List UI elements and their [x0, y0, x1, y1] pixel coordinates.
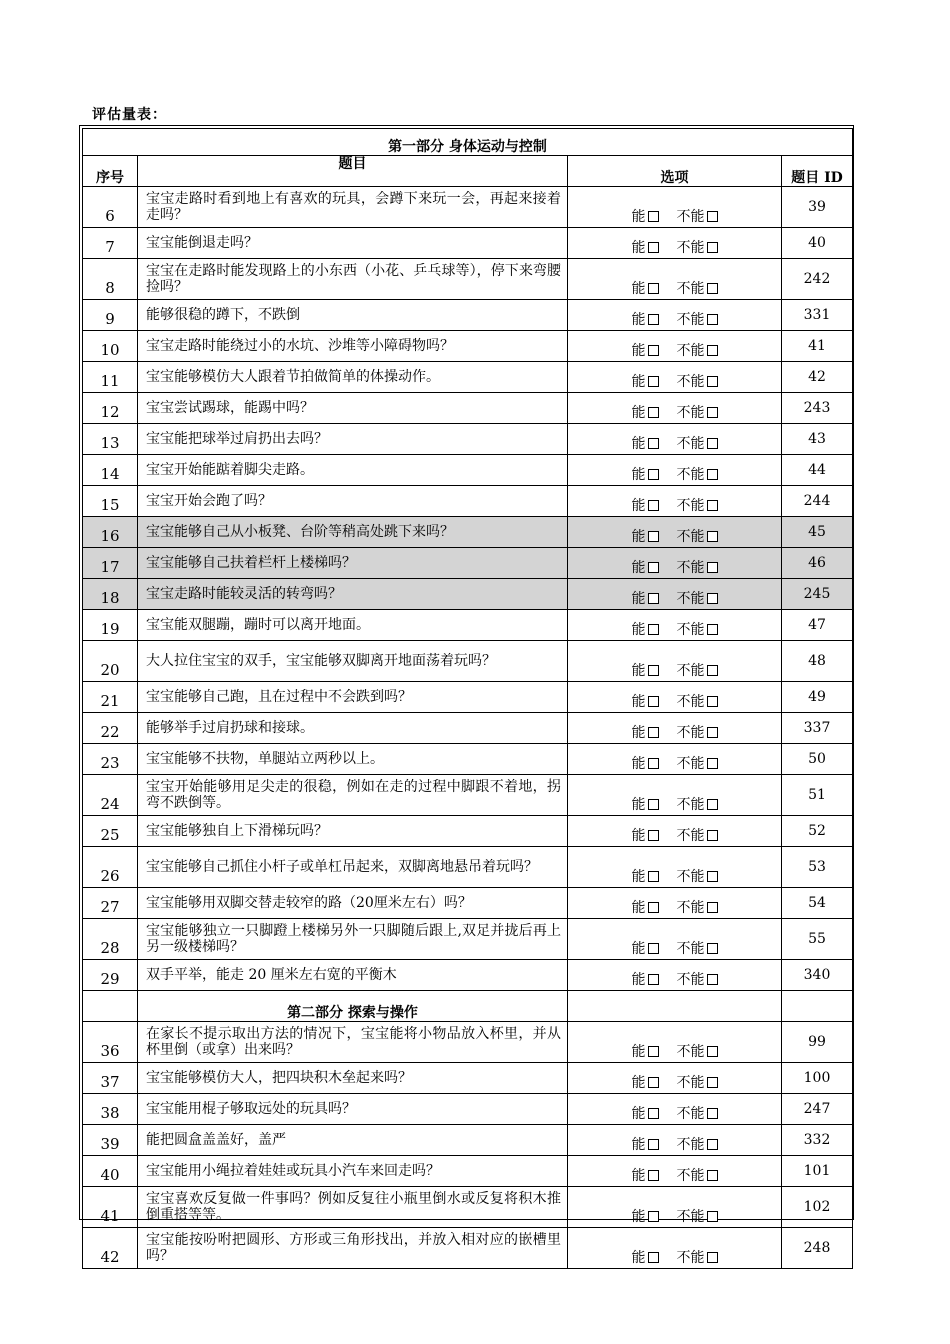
option-yes-checkbox[interactable]	[648, 211, 659, 222]
row-number: 28	[83, 919, 138, 960]
option-yes-checkbox[interactable]	[648, 407, 659, 418]
question-text: 宝宝能够自己跑，且在过程中不会跌到吗？	[138, 682, 568, 713]
option-yes-checkbox[interactable]	[648, 562, 659, 573]
page-heading: 评估量表：	[92, 107, 167, 123]
question-text: 在家长不提示取出方法的情况下，宝宝能将小物品放入杯里，并从杯里倒（或拿）出来吗？	[138, 1022, 568, 1063]
question-text: 宝宝走路时能绕过小的水坑、沙堆等小障碍物吗？	[138, 331, 568, 362]
option-no-label: 不能	[676, 1209, 705, 1225]
option-yes-checkbox[interactable]	[648, 438, 659, 449]
row-number: 6	[83, 187, 138, 228]
option-no-label: 不能	[676, 725, 705, 741]
option-no-checkbox[interactable]	[707, 1108, 718, 1119]
option-no-label: 不能	[676, 1106, 705, 1122]
question-text: 宝宝走路时能较灵活的转弯吗？	[138, 579, 568, 610]
option-yes-checkbox[interactable]	[648, 696, 659, 707]
question-text: 宝宝能够不扶物，单腿站立两秒以上。	[138, 744, 568, 775]
row-number: 42	[83, 1228, 138, 1269]
question-id: 243	[782, 393, 853, 424]
question-id: 42	[782, 362, 853, 393]
option-yes-checkbox[interactable]	[648, 665, 659, 676]
option-no-checkbox[interactable]	[707, 1139, 718, 1150]
option-yes-label: 能	[631, 663, 646, 679]
question-text: 宝宝喜欢反复做一件事吗？例如反复往小瓶里倒水或反复将积木推倒重搭等等。	[138, 1187, 568, 1228]
option-no-checkbox[interactable]	[707, 500, 718, 511]
row-number: 8	[83, 259, 138, 300]
row-number: 19	[83, 610, 138, 641]
option-cell	[568, 610, 782, 641]
question-id: 248	[782, 1228, 853, 1269]
question-text: 宝宝能够独自上下滑梯玩吗？	[138, 816, 568, 847]
option-no-label: 不能	[676, 560, 705, 576]
option-yes-checkbox[interactable]	[648, 376, 659, 387]
table-row	[83, 744, 853, 775]
table-row	[83, 393, 853, 424]
option-no-label: 不能	[676, 756, 705, 772]
option-no-checkbox[interactable]	[707, 438, 718, 449]
row-number: 13	[83, 424, 138, 455]
option-cell	[568, 744, 782, 775]
option-cell	[568, 187, 782, 228]
part2-title-blank	[83, 991, 138, 1022]
option-no-label: 不能	[676, 941, 705, 957]
row-number: 41	[83, 1187, 138, 1228]
question-text: 宝宝开始能踮着脚尖走路。	[138, 455, 568, 486]
option-cell	[568, 1022, 782, 1063]
table-row	[83, 187, 853, 228]
option-no-label: 不能	[676, 1250, 705, 1266]
option-cell	[568, 1228, 782, 1269]
question-text: 宝宝能按吩咐把圆形、方形或三角形找出，并放入相对应的嵌槽里吗？	[138, 1228, 568, 1269]
option-no-checkbox[interactable]	[707, 1252, 718, 1263]
table-row	[83, 517, 853, 548]
option-yes-checkbox[interactable]	[648, 469, 659, 480]
question-text: 宝宝能把球举过肩扔出去吗？	[138, 424, 568, 455]
option-no-label: 不能	[676, 209, 705, 225]
option-no-checkbox[interactable]	[707, 1170, 718, 1181]
option-cell	[568, 960, 782, 991]
question-id: 53	[782, 847, 853, 888]
option-no-label: 不能	[676, 797, 705, 813]
option-yes-label: 能	[631, 756, 646, 772]
option-cell	[568, 362, 782, 393]
table-row	[83, 610, 853, 641]
question-id: 40	[782, 228, 853, 259]
option-yes-label: 能	[631, 725, 646, 741]
table-row	[83, 259, 853, 300]
table-row	[83, 847, 853, 888]
question-id: 99	[782, 1022, 853, 1063]
row-number: 18	[83, 579, 138, 610]
question-text: 宝宝尝试踢球，能踢中吗？	[138, 393, 568, 424]
option-yes-checkbox[interactable]	[648, 1170, 659, 1181]
option-yes-label: 能	[631, 1106, 646, 1122]
table-row	[83, 486, 853, 517]
option-cell	[568, 1063, 782, 1094]
option-no-checkbox[interactable]	[707, 758, 718, 769]
question-id: 41	[782, 331, 853, 362]
option-no-checkbox[interactable]	[707, 974, 718, 985]
option-yes-checkbox[interactable]	[648, 758, 659, 769]
table-row	[83, 1228, 853, 1269]
question-id: 101	[782, 1156, 853, 1187]
option-cell	[568, 579, 782, 610]
col-header-question: 题目	[138, 156, 568, 187]
option-cell	[568, 1187, 782, 1228]
table-row	[83, 919, 853, 960]
option-yes-label: 能	[631, 622, 646, 638]
row-number: 15	[83, 486, 138, 517]
table-row	[83, 228, 853, 259]
row-number: 10	[83, 331, 138, 362]
option-no-checkbox[interactable]	[707, 376, 718, 387]
table-row	[83, 641, 853, 682]
option-yes-checkbox[interactable]	[648, 902, 659, 913]
option-yes-label: 能	[631, 694, 646, 710]
option-cell	[568, 228, 782, 259]
option-cell	[568, 919, 782, 960]
row-number: 36	[83, 1022, 138, 1063]
question-id: 247	[782, 1094, 853, 1125]
col-header-id: 题目 ID	[782, 156, 853, 187]
row-number: 12	[83, 393, 138, 424]
table-row	[83, 816, 853, 847]
option-no-checkbox[interactable]	[707, 242, 718, 253]
option-no-checkbox[interactable]	[707, 727, 718, 738]
option-no-label: 不能	[676, 828, 705, 844]
option-yes-label: 能	[631, 529, 646, 545]
option-cell	[568, 713, 782, 744]
table-row	[83, 300, 853, 331]
option-yes-label: 能	[631, 240, 646, 256]
option-no-checkbox[interactable]	[707, 469, 718, 480]
question-id: 46	[782, 548, 853, 579]
row-number: 17	[83, 548, 138, 579]
row-number: 16	[83, 517, 138, 548]
question-text: 宝宝能够自己抓住小杆子或单杠吊起来，双脚离地悬吊着玩吗？	[138, 847, 568, 888]
question-text: 双手平举，能走 20 厘米左右宽的平衡木	[138, 960, 568, 991]
question-id: 39	[782, 187, 853, 228]
option-no-checkbox[interactable]	[707, 943, 718, 954]
table-row	[83, 1125, 853, 1156]
option-yes-label: 能	[631, 941, 646, 957]
option-cell	[568, 775, 782, 816]
option-yes-checkbox[interactable]	[648, 1252, 659, 1263]
option-no-checkbox[interactable]	[707, 562, 718, 573]
part1-title-row	[83, 129, 853, 156]
question-id: 337	[782, 713, 853, 744]
table-row	[83, 1094, 853, 1125]
question-text: 宝宝能倒退走吗？	[138, 228, 568, 259]
question-id: 48	[782, 641, 853, 682]
option-yes-label: 能	[631, 405, 646, 421]
table-row	[83, 682, 853, 713]
question-id: 52	[782, 816, 853, 847]
part2-title: 第二部分 探索与操作	[138, 991, 568, 1022]
option-yes-label: 能	[631, 828, 646, 844]
row-number: 37	[83, 1063, 138, 1094]
option-no-label: 不能	[676, 374, 705, 390]
question-id: 43	[782, 424, 853, 455]
column-header-row	[83, 156, 853, 187]
option-cell	[568, 1125, 782, 1156]
option-yes-checkbox[interactable]	[648, 314, 659, 325]
part2-title-row	[83, 991, 853, 1022]
option-cell	[568, 548, 782, 579]
option-cell	[568, 1156, 782, 1187]
question-text: 宝宝能够自己从小板凳、台阶等稍高处跳下来吗？	[138, 517, 568, 548]
option-yes-checkbox[interactable]	[648, 531, 659, 542]
option-no-label: 不能	[676, 312, 705, 328]
option-yes-checkbox[interactable]	[648, 345, 659, 356]
question-id: 242	[782, 259, 853, 300]
option-cell	[568, 259, 782, 300]
option-no-label: 不能	[676, 694, 705, 710]
option-yes-checkbox[interactable]	[648, 943, 659, 954]
question-text: 宝宝能够模仿大人跟着节拍做简单的体操动作。	[138, 362, 568, 393]
question-text: 宝宝在走路时能发现路上的小东西（小花、乒乓球等），停下来弯腰捡吗？	[138, 259, 568, 300]
option-yes-checkbox[interactable]	[648, 1046, 659, 1057]
option-yes-label: 能	[631, 1168, 646, 1184]
part2-title-blank-option	[568, 991, 782, 1022]
col-header-option: 选项	[568, 156, 782, 187]
option-yes-label: 能	[631, 498, 646, 514]
question-id: 100	[782, 1063, 853, 1094]
option-yes-label: 能	[631, 1044, 646, 1060]
option-yes-checkbox[interactable]	[648, 1077, 659, 1088]
assessment-table	[82, 128, 853, 1269]
option-yes-checkbox[interactable]	[648, 242, 659, 253]
question-id: 55	[782, 919, 853, 960]
option-yes-label: 能	[631, 209, 646, 225]
row-number: 23	[83, 744, 138, 775]
option-yes-label: 能	[631, 869, 646, 885]
option-yes-checkbox[interactable]	[648, 871, 659, 882]
option-no-checkbox[interactable]	[707, 283, 718, 294]
row-number: 11	[83, 362, 138, 393]
option-cell	[568, 393, 782, 424]
option-yes-checkbox[interactable]	[648, 727, 659, 738]
option-cell	[568, 1094, 782, 1125]
question-text: 能把圆盒盖盖好，盖严	[138, 1125, 568, 1156]
option-no-checkbox[interactable]	[707, 624, 718, 635]
row-number: 7	[83, 228, 138, 259]
row-number: 24	[83, 775, 138, 816]
option-yes-label: 能	[631, 1075, 646, 1091]
row-number: 39	[83, 1125, 138, 1156]
table-row	[83, 548, 853, 579]
option-no-label: 不能	[676, 405, 705, 421]
row-number: 20	[83, 641, 138, 682]
option-yes-checkbox[interactable]	[648, 830, 659, 841]
part2-title-blank-id	[782, 991, 853, 1022]
option-yes-checkbox[interactable]	[648, 974, 659, 985]
table-row	[83, 775, 853, 816]
option-yes-checkbox[interactable]	[648, 283, 659, 294]
question-id: 245	[782, 579, 853, 610]
row-number: 27	[83, 888, 138, 919]
option-no-checkbox[interactable]	[707, 1046, 718, 1057]
option-yes-label: 能	[631, 1250, 646, 1266]
row-number: 22	[83, 713, 138, 744]
option-no-checkbox[interactable]	[707, 902, 718, 913]
question-id: 45	[782, 517, 853, 548]
option-no-label: 不能	[676, 498, 705, 514]
option-no-checkbox[interactable]	[707, 314, 718, 325]
question-id: 244	[782, 486, 853, 517]
option-yes-checkbox[interactable]	[648, 1139, 659, 1150]
question-text: 宝宝能够自己扶着栏杆上楼梯吗？	[138, 548, 568, 579]
table-row	[83, 1022, 853, 1063]
option-no-label: 不能	[676, 1044, 705, 1060]
option-no-label: 不能	[676, 343, 705, 359]
row-number: 25	[83, 816, 138, 847]
question-text: 宝宝能够用双脚交替走较窄的路（20厘米左右）吗？	[138, 888, 568, 919]
question-id: 332	[782, 1125, 853, 1156]
table-row	[83, 362, 853, 393]
option-cell	[568, 424, 782, 455]
option-cell	[568, 517, 782, 548]
option-yes-label: 能	[631, 343, 646, 359]
row-number: 40	[83, 1156, 138, 1187]
row-number: 38	[83, 1094, 138, 1125]
option-yes-label: 能	[631, 591, 646, 607]
option-yes-checkbox[interactable]	[648, 1211, 659, 1222]
question-text: 宝宝开始能够用足尖走的很稳，例如在走的过程中脚跟不着地，拐弯不跌倒等。	[138, 775, 568, 816]
option-yes-label: 能	[631, 1137, 646, 1153]
table-row	[83, 455, 853, 486]
option-no-label: 不能	[676, 281, 705, 297]
option-no-label: 不能	[676, 869, 705, 885]
question-id: 50	[782, 744, 853, 775]
table-row	[83, 713, 853, 744]
option-cell	[568, 847, 782, 888]
question-text: 大人拉住宝宝的双手，宝宝能够双脚离开地面荡着玩吗？	[138, 641, 568, 682]
table-row	[83, 579, 853, 610]
question-text: 宝宝能用小绳拉着娃娃或玩具小汽车来回走吗？	[138, 1156, 568, 1187]
question-text: 宝宝开始会跑了吗？	[138, 486, 568, 517]
question-id: 47	[782, 610, 853, 641]
option-no-label: 不能	[676, 972, 705, 988]
option-yes-label: 能	[631, 560, 646, 576]
option-cell	[568, 888, 782, 919]
option-no-label: 不能	[676, 900, 705, 916]
question-id: 49	[782, 682, 853, 713]
row-number: 21	[83, 682, 138, 713]
question-text: 能够举手过肩扔球和接球。	[138, 713, 568, 744]
option-no-checkbox[interactable]	[707, 830, 718, 841]
option-no-label: 不能	[676, 663, 705, 679]
option-yes-checkbox[interactable]	[648, 593, 659, 604]
option-yes-checkbox[interactable]	[648, 624, 659, 635]
table-row	[83, 424, 853, 455]
option-yes-label: 能	[631, 972, 646, 988]
option-yes-label: 能	[631, 797, 646, 813]
option-no-label: 不能	[676, 436, 705, 452]
option-cell	[568, 641, 782, 682]
table-row	[83, 960, 853, 991]
question-text: 宝宝能够模仿大人，把四块积木垒起来吗？	[138, 1063, 568, 1094]
option-no-label: 不能	[676, 467, 705, 483]
option-no-checkbox[interactable]	[707, 211, 718, 222]
option-no-label: 不能	[676, 1168, 705, 1184]
option-no-label: 不能	[676, 240, 705, 256]
option-cell	[568, 331, 782, 362]
question-text: 宝宝走路时看到地上有喜欢的玩具，会蹲下来玩一会，再起来接着走吗？	[138, 187, 568, 228]
option-no-checkbox[interactable]	[707, 1077, 718, 1088]
option-no-checkbox[interactable]	[707, 531, 718, 542]
question-id: 340	[782, 960, 853, 991]
option-yes-label: 能	[631, 1209, 646, 1225]
option-yes-label: 能	[631, 467, 646, 483]
row-number: 14	[83, 455, 138, 486]
question-text: 宝宝能够独立一只脚蹬上楼梯另外一只脚随后跟上,双足并拢后再上另一级楼梯吗？	[138, 919, 568, 960]
table-row	[83, 331, 853, 362]
option-no-label: 不能	[676, 1075, 705, 1091]
question-text: 宝宝能用棍子够取远处的玩具吗？	[138, 1094, 568, 1125]
option-cell	[568, 455, 782, 486]
option-no-label: 不能	[676, 529, 705, 545]
option-no-label: 不能	[676, 591, 705, 607]
option-yes-checkbox[interactable]	[648, 799, 659, 810]
option-cell	[568, 300, 782, 331]
question-text: 能够很稳的蹲下，不跌倒	[138, 300, 568, 331]
table-row	[83, 1063, 853, 1094]
question-id: 331	[782, 300, 853, 331]
option-no-checkbox[interactable]	[707, 407, 718, 418]
row-number: 26	[83, 847, 138, 888]
question-id: 54	[782, 888, 853, 919]
option-cell	[568, 486, 782, 517]
option-no-checkbox[interactable]	[707, 345, 718, 356]
question-id: 51	[782, 775, 853, 816]
option-yes-checkbox[interactable]	[648, 500, 659, 511]
option-yes-checkbox[interactable]	[648, 1108, 659, 1119]
option-cell	[568, 682, 782, 713]
option-yes-label: 能	[631, 312, 646, 328]
option-yes-label: 能	[631, 281, 646, 297]
question-id: 102	[782, 1187, 853, 1228]
option-no-checkbox[interactable]	[707, 696, 718, 707]
table-row	[83, 1156, 853, 1187]
question-id: 44	[782, 455, 853, 486]
option-no-checkbox[interactable]	[707, 665, 718, 676]
table-row	[83, 1187, 853, 1228]
option-no-checkbox[interactable]	[707, 871, 718, 882]
part1-title: 第一部分 身体运动与控制	[83, 129, 853, 156]
row-number: 9	[83, 300, 138, 331]
question-text: 宝宝能双腿蹦，蹦时可以离开地面。	[138, 610, 568, 641]
row-number: 29	[83, 960, 138, 991]
option-no-checkbox[interactable]	[707, 1211, 718, 1222]
option-yes-label: 能	[631, 374, 646, 390]
option-cell	[568, 816, 782, 847]
option-no-checkbox[interactable]	[707, 593, 718, 604]
option-yes-label: 能	[631, 436, 646, 452]
option-no-checkbox[interactable]	[707, 799, 718, 810]
option-yes-label: 能	[631, 900, 646, 916]
option-no-label: 不能	[676, 1137, 705, 1153]
option-no-label: 不能	[676, 622, 705, 638]
col-header-no: 序号	[83, 156, 138, 187]
table-row	[83, 888, 853, 919]
